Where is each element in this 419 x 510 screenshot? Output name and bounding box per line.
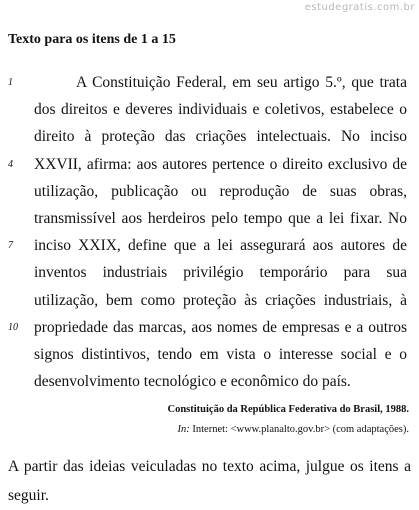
- passage-line: [8, 314, 407, 341]
- line-number: 1: [8, 77, 13, 88]
- passage-line: [34, 259, 407, 286]
- passage-line: [34, 368, 407, 395]
- passage-line: [34, 341, 407, 368]
- passage-line: [34, 178, 407, 205]
- source-citation-title: Constituição da República Federativa do Brasil, 1988.: [167, 404, 409, 415]
- line-number: 4: [8, 158, 13, 170]
- line-text: utilização, publicação ou reprodução de suas obras,: [34, 182, 407, 200]
- passage-line: [34, 123, 407, 150]
- line-text: inventos industriais privilégio temporário para sua: [34, 264, 407, 282]
- source-in-label: In:: [177, 424, 190, 435]
- line-text: utilização, bem como proteção às criações industriais, à: [34, 291, 407, 309]
- instruction-text: [8, 452, 411, 510]
- section-heading: Texto para os itens de 1 a 15: [8, 32, 176, 47]
- line-text: signos distintivos, tendo em vista o interesse social e o: [34, 345, 407, 363]
- line-text: propriedade das marcas, aos nomes de empresas e a outros: [34, 318, 407, 336]
- line-number: 10: [8, 321, 18, 333]
- instruction-line: seguir.: [8, 487, 49, 504]
- passage-text: [8, 69, 407, 395]
- line-text: dos direitos e deveres individuais e coletivos, estabelece o: [34, 101, 407, 119]
- line-text: inciso XXIX, define que a lei assegurará aos autores de: [34, 237, 407, 255]
- line-text: A Constituição Federal, em seu artigo 5.º, que trata: [76, 74, 407, 91]
- site-watermark: estudegratis.com.br: [304, 2, 415, 13]
- passage-line: [34, 96, 407, 123]
- line-text: XXVII, afirma: aos autores pertence o direito exclusivo de: [34, 155, 407, 173]
- line-text: direito à proteção das criações intelectuais. No inciso: [34, 128, 407, 146]
- instruction-line: A partir das ideias veiculadas no texto acima, julgue os itens a: [8, 458, 411, 475]
- line-number: 7: [8, 240, 13, 252]
- source-reference-text: Internet: <www.planalto.gov.br> (com adaptações).: [189, 424, 409, 435]
- passage-line: [8, 232, 407, 259]
- passage-line: [34, 205, 407, 232]
- line-text: transmissível aos herdeiros pelo tempo que a lei fixar. No: [34, 209, 407, 227]
- passage-line: [8, 151, 407, 178]
- line-text: desenvolvimento tecnológico e econômico do país.: [34, 373, 351, 391]
- passage-line: [34, 287, 407, 314]
- passage-line: [8, 69, 407, 96]
- source-citation-reference: [178, 424, 410, 435]
